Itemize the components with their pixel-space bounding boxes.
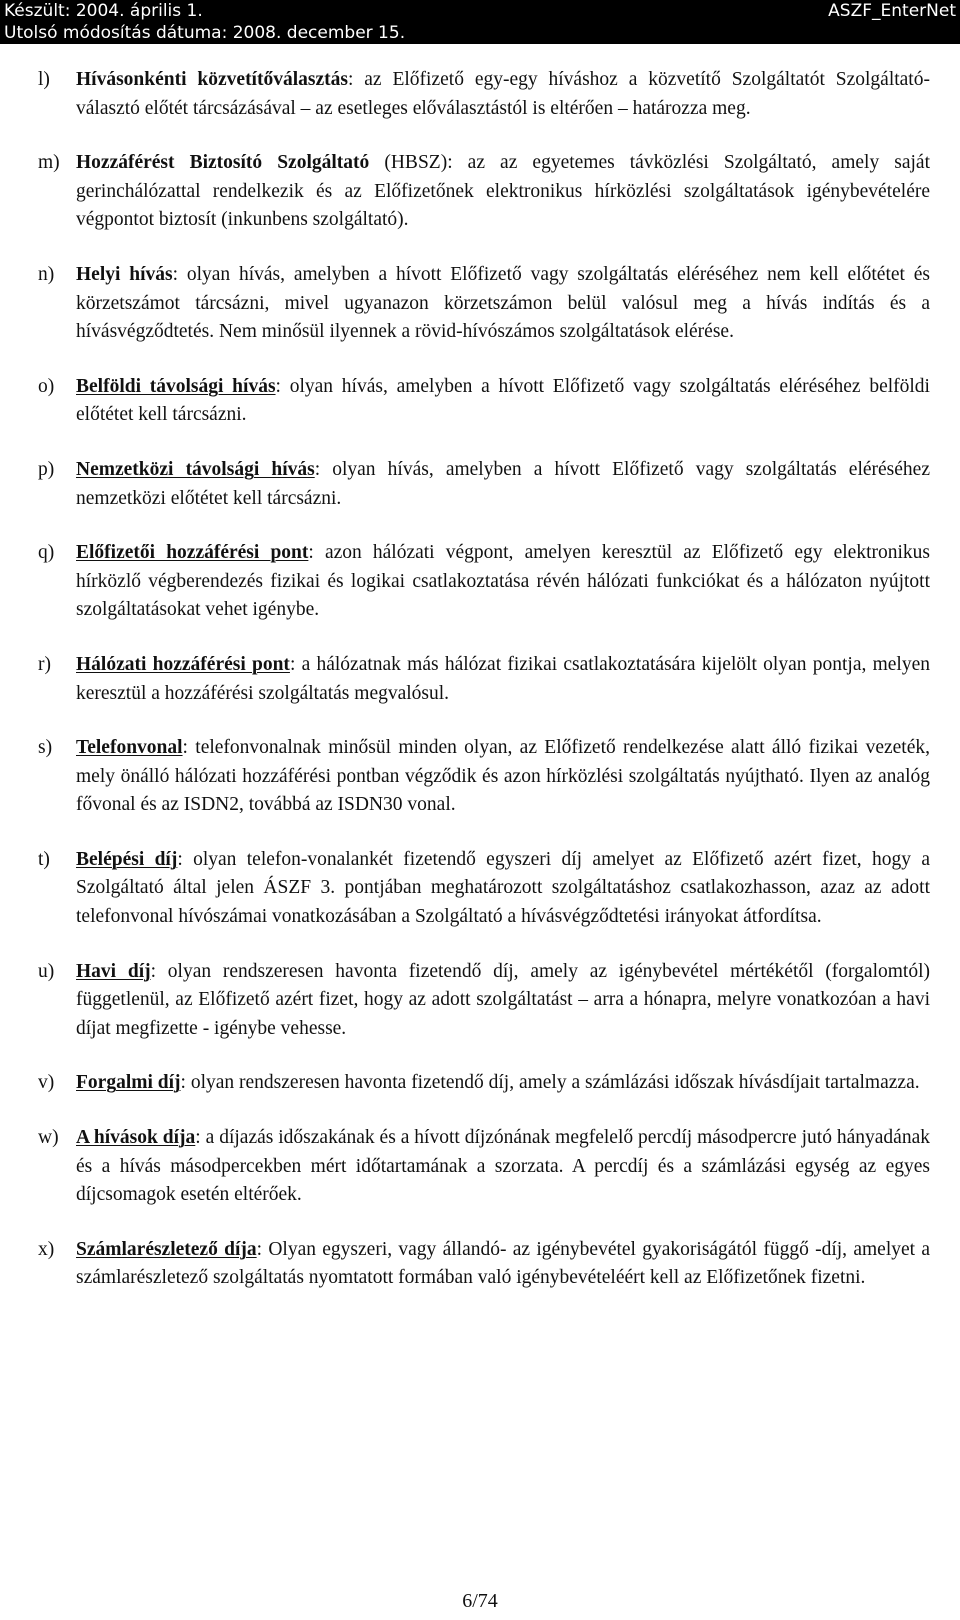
item-body xyxy=(76,539,930,625)
item-text: : Olyan egyszeri, vagy állandó- az igénybevétel gyakoriságától függő -díj, amelyet a számlarészletező szolgáltatás nyomtatott formában való igénybevételéért kell az Előfizetőnek fizetni. xyxy=(76,1238,930,1289)
item-body xyxy=(76,651,930,708)
item-term: Havi díj xyxy=(76,960,151,982)
item-term: Belföldi távolsági hívás xyxy=(76,375,276,397)
item-text: : olyan rendszeresen havonta fizetendő díj, amely az igénybevétel mértékétől (forgalomtól) függetlenül, az Előfizető azért fizet, hogy az adott szolgáltatást – arra a hónapra, melyre vonatkozóan a havi díjat megfizette - igénybe vehesse. xyxy=(76,960,930,1039)
item-letter: w) xyxy=(38,1127,59,1149)
item-letter: n) xyxy=(38,263,55,285)
page-header xyxy=(0,0,960,44)
item-letter: v) xyxy=(38,1072,55,1094)
item-text: : olyan rendszeresen havonta fizetendő díj, amely a számlázási időszak hívásdíjait tartalmazza. xyxy=(180,1072,920,1094)
item-letter: u) xyxy=(38,960,55,982)
document-id: ASZF_EnterNet xyxy=(828,1,956,21)
page-number: 6/74 xyxy=(462,1590,498,1612)
item-letter: r) xyxy=(38,653,51,675)
item-letter: q) xyxy=(38,542,55,564)
definition-item-l xyxy=(38,66,930,123)
definition-item-r xyxy=(38,651,930,708)
definition-item-x xyxy=(38,1236,930,1293)
item-letter: s) xyxy=(38,737,53,759)
definition-item-m xyxy=(38,149,930,235)
item-text: : telefonvonalnak minősül minden olyan, az Előfizető rendelkezése alatt álló fizikai vezeték, mely önálló hálózati hozzáférési pontban végződik és azon hírközlési szolgáltatás nyújtható. Ilyen az analóg fővonal és az ISDN2, továbbá az ISDN30 vonal. xyxy=(76,737,930,816)
definitions-list xyxy=(38,66,930,1319)
item-letter: m) xyxy=(38,152,60,174)
item-term: Belépési díj xyxy=(76,848,178,870)
item-text: (HBSZ): az az egyetemes távközlési Szolgáltató, amely saját gerinchálózattal rendelkezik és az Előfizetőnek elektronikus hírközlési szolgáltatások igénybevételére végpontot biztosít (inkunbens szolgáltató). xyxy=(76,152,930,231)
definition-item-o xyxy=(38,373,930,430)
item-letter: t) xyxy=(38,848,50,870)
item-letter: p) xyxy=(38,458,55,480)
item-term: Telefonvonal xyxy=(76,737,183,759)
item-text: : a hálózatnak más hálózat fizikai csatlakoztatására kijelölt olyan pontja, melyen keresztül a hozzáférési szolgáltatás megvalósul. xyxy=(76,653,930,704)
item-term: A hívások díja xyxy=(76,1127,196,1149)
item-text: : olyan hívás, amelyben a hívott Előfizető vagy szolgáltatás eléréséhez nem kell előtétet és körzetszámot tárcsázni, mivel ugyanazon körzetszámon belül valósul meg a hívás indítás és a hívásvégződtetés. Nem minősül ilyennek a rövid-hívószámos szolgáltatások elérése. xyxy=(76,263,931,343)
item-body xyxy=(76,261,930,347)
item-body xyxy=(76,846,930,932)
definition-item-u xyxy=(38,958,930,1044)
item-body xyxy=(76,373,930,430)
item-text: : olyan hívás, amelyben a hívott Előfizető vagy szolgáltatás eléréséhez nemzetközi előtétet kell tárcsázni. xyxy=(76,458,930,509)
item-text: : olyan telefon-vonalankét fizetendő egyszeri díj amelyet az Előfizető azért fizet, hogy a Szolgáltató által jelen ÁSZF 3. pontjában meghatározott szolgáltatáshoz csatlakozhasson, azaz az adott telefonvonal hívószámai vonatkozásában a Szolgáltató a hívásvégződtetési irányokat átfordítsa. xyxy=(76,848,931,928)
definition-item-t xyxy=(38,846,930,932)
item-body xyxy=(76,456,930,513)
item-term: Nemzetközi távolsági hívás xyxy=(76,458,315,480)
item-body xyxy=(76,1069,930,1098)
item-term: Hívásonkénti közvetítőválasztás xyxy=(76,69,348,90)
item-term: Helyi hívás xyxy=(76,263,173,285)
definition-item-v xyxy=(38,1069,930,1098)
item-text: : a díjazás időszakának és a hívott díjzónának megfelelő percdíj másodpercre jutó hányadának és a hívás másodpercekben mért időtartamának a szorzata. A percdíj és a számlázási egység az egyes díjcsomagok esetén eltérőek. xyxy=(76,1127,930,1206)
item-term: Hálózati hozzáférési pont xyxy=(76,653,290,675)
item-term: Forgalmi díj xyxy=(76,1072,181,1094)
definition-item-s xyxy=(38,734,930,820)
item-body xyxy=(76,66,930,123)
item-body xyxy=(76,1236,930,1293)
definition-item-w xyxy=(38,1124,930,1210)
modified-date: Utolsó módosítás dátuma: 2008. december 15. xyxy=(4,23,406,43)
definition-item-q xyxy=(38,539,930,625)
created-date: Készült: 2004. április 1. xyxy=(4,1,203,21)
item-term: Számlarészletező díja xyxy=(76,1238,257,1260)
definition-item-p xyxy=(38,456,930,513)
item-text: : az Előfizető egy-egy híváshoz a közvetítő Szolgáltatót Szolgáltató-választó előtét tárcsázásával – az esetleges előválasztástól is eltérően – határozza meg. xyxy=(76,69,930,119)
item-body xyxy=(76,958,930,1044)
item-letter: o) xyxy=(38,375,55,397)
item-term: Előfizetői hozzáférési pont xyxy=(76,542,309,564)
item-text: : olyan hívás, amelyben a hívott Előfizető vagy szolgáltatás eléréséhez belföldi előtétet kell tárcsázni. xyxy=(76,375,930,426)
item-body xyxy=(76,149,930,235)
item-term: Hozzáférést Biztosító Szolgáltató xyxy=(76,152,370,174)
item-body xyxy=(76,1124,930,1210)
item-body xyxy=(76,734,930,820)
item-letter: l) xyxy=(38,69,50,90)
definition-item-n xyxy=(38,261,930,347)
item-letter: x) xyxy=(38,1238,55,1260)
item-text: : azon hálózati végpont, amelyen keresztül az Előfizető egy elektronikus hírközlő végberendezés fizikai és logikai csatlakoztatása révén hálózati funkciókat és a hálózaton nyújtott szolgáltatásokat vehet igénybe. xyxy=(76,542,930,621)
